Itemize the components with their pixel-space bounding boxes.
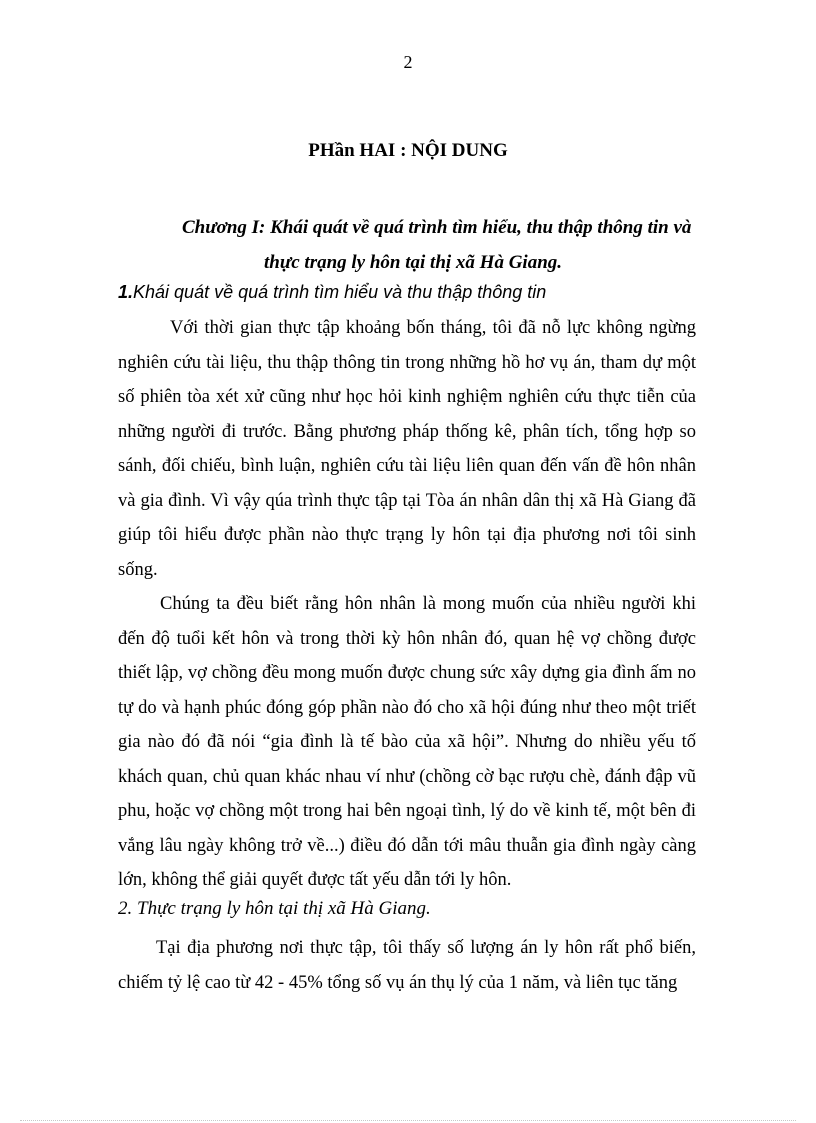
page-bottom-rule bbox=[20, 1120, 796, 1121]
section-2-heading: 2. Thực trạng ly hôn tại thị xã Hà Giang. bbox=[118, 898, 431, 919]
chapter-title bbox=[118, 210, 698, 280]
paragraph-3: Tại địa phương nơi thực tập, tôi thấy số lượng án ly hôn rất phổ biến, chiếm tỷ lệ cao từ 42 - 45% tổng số vụ án thụ lý của 1 năm, và liên tục tăng bbox=[118, 938, 696, 993]
part-title: PHần HAI : NỘI DUNG bbox=[308, 140, 508, 161]
page-number: 2 bbox=[403, 52, 413, 72]
section-1-heading bbox=[118, 282, 546, 303]
paragraph-2: Chúng ta đều biết rằng hôn nhân là mong muốn của nhiều người khi đến độ tuổi kết hôn và trong thời kỳ hôn nhân đó, quan hệ vợ chồng được thiết lập, vợ chồng đều mong muốn được chung sức xây dựng gia đình ấm no tự do và hạnh phúc đóng góp phần nào đó cho xã hội đúng như theo một triết gia nào đó đã nói “gia đình là tế bào của xã hội”. Nhưng do nhiều yếu tố khách quan, chủ quan khác nhau ví như (chồng cờ bạc rượu chè, đánh đập vũ phu, hoặc vợ chồng một trong hai bên ngoại tình, lý do về kinh tế, một bên đi vắng lâu ngày không trở về...) điều đó dẫn tới mâu thuẫn gia đình ngày càng lớn, không thể giải quyết được tất yếu dẫn tới ly hôn. bbox=[118, 594, 696, 890]
chapter-title-line-1: Chương I: Khái quát về quá trình tìm hiểu, thu thập thông tin và bbox=[182, 217, 692, 238]
paragraph-1: Với thời gian thực tập khoảng bốn tháng, tôi đã nỗ lực không ngừng nghiên cứu tài liệu, thu thập thông tin trong những hồ hơ vụ án, tham dự một số phiên tòa xét xử cũng như học hỏi kinh nghiệm nghiên cứu thực tiễn của những người đi trước. Bằng phương pháp thống kê, phân tích, tổng hợp so sánh, đối chiếu, bình luận, nghiên cứu tài liệu liên quan đến vấn đề hôn nhân và gia đình. Vì vậy qúa trình thực tập tại Tòa án nhân dân thị xã Hà Giang đã giúp tôi hiểu được phần nào thực trạng ly hôn tại địa phương nơi tôi sinh sống. bbox=[118, 318, 696, 580]
section-1-number: 1. bbox=[118, 282, 134, 302]
chapter-title-line-2: thực trạng ly hôn tại thị xã Hà Giang. bbox=[264, 252, 563, 273]
section-1-title: Khái quát về quá trình tìm hiểu và thu thập thông tin bbox=[133, 282, 547, 302]
